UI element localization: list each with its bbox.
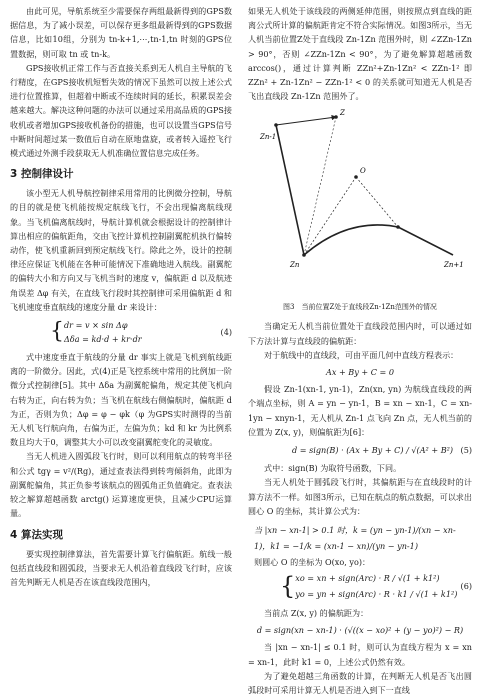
paragraph: GPS接收机正常工作与否直接关系到无人机自主导航的飞行精度，在GPS接收机短暂失效的情况下虽然可以按上述公式进行位置推算，但超着中断或不连续时间的延长，积累误差会越来越大。解决这种问题的办法可以通过采用高品质的GPS接收机或者增加GPS接收机备份的措施，也可以设置当GPS信号中断时间超过某一数值后自动在原地盘旋，或者转入遥控飞行模式通过外测手段获取无人机准确位置信息完成任务。	[10, 62, 232, 159]
waypoint-marker	[302, 254, 306, 258]
equation-number: (4)	[220, 326, 232, 337]
paragraph: 对于航线中的直线段，可由平面几何中直线方程表示：	[264, 349, 459, 360]
right-column	[248, 4, 472, 697]
left-column	[10, 4, 232, 589]
radius-line	[304, 177, 356, 255]
equation-6-slope: 当 |xn − xn-1| > 0.1 时，k = (yn − yn-1)/(xn − xn-1)，k1 = −1/k = (xn-1 − xn)/(yn − yn-1)	[254, 525, 456, 552]
paragraph: 式中速度垂直于航线的分量 dr 事实上就是飞机到航线距离的一阶微分。因此，式(4)正是飞控系统中常用的比例加一阶微分式控制律[5]。其中 Δδa 为副翼舵偏角，规定其使飞机向右转为正，向右转为负；当飞机在航线右侧偏航时，偏航距 d 为正，否则为负；Δφ = φ − φk（φ 为GPS实时测得的当前无人机飞行航向角，右偏为正，左偏为负；kd 和 kr 为比例系数且均大于0，调整其大小可以改变副翼舵变化的灵敏度。	[10, 352, 232, 448]
label-zn+1: Zn+1	[444, 261, 464, 270]
equation-7: d = sign(xn − xn-1) · (√((x − xo)² + (y − yo)²) − R)	[256, 625, 464, 636]
center-marker	[354, 176, 358, 180]
paragraph: 当无人机进入圆弧段飞行时，则可以利用航点的转弯半径和公式 tgγ = v²/(Rg)，通过查表法得到转弯倾斜角，此即为副翼舵偏角，其正负参考该航点的圆弧角正负值确定。查表法较之解算超越函数 arctg() 运算速度更快，且减少CPU运算量。	[10, 451, 232, 519]
paragraph: 如果无人机处于该线段的两侧延伸范围，则按照点到直线的距离公式所计算的偏航距肯定不符合实际情况。如图3所示，当无人机当前位置Z处于直线段 Zn-1Zn 范围外时，则 ∠ZZn-1Zn > 90°，否则 ∠ZZn-1Zn < 90°，为了避免解算超越函数 arccos()，通过计算判断 ZZn²+Zn-1Zn² < ZZn-1² 即 ZZn² + Zn-1Zn² − ZZn-1² < 0 的关系就可知道无人机是否飞出直线段 Zn-1Zn 范围外了。	[248, 6, 472, 102]
equation-number: (6)	[460, 581, 472, 592]
equation-4-line1: dr = v × sin Δφ	[64, 320, 128, 331]
equation-6-yo: yo = yn + sign(Arc) · R · k1 / √(1 + k1²)	[295, 589, 458, 600]
label-zn-1: Zn-1	[260, 133, 277, 142]
paragraph: 为了避免超越三角函数的计算，在判断无人机是否飞出圆弧段时可采用计算无人机是否进入到下一直线	[248, 670, 472, 696]
paragraph: 当前点 Z(x, y) 的偏航距为：	[264, 608, 369, 619]
paragraph: 该小型无人机导航控制律采用常用的比例微分控制，导航的目的就是使飞机能按规定航线飞行，不会出现偏离航线现象。当飞机偏离航线时，导航计算机就会根据设计的控制律计算出相应的偏航距角，交由飞控计算机控制副翼舵机执行偏转动作，使飞机重新回到预定航线飞行。除此之外，设计的控制律还应保证飞机能在各种可能情况下准确地进入航线。副翼舵的偏转大小和方向又与飞机当时的速度 v，偏航距 d 以及航迹角误差 Δφ 有关，在直线飞行段时其控制律可采用偏航距 d 和飞机速度垂直航线的速度分量 dr 来设计：	[10, 188, 232, 312]
radius-line	[356, 177, 398, 227]
paragraph: 要实现控制律算法，首先需要计算飞行偏航距。航线一般包括直线段和圆弧段，当要求无人机沿着直线段飞行时，应该首先判断无人机是否在该直线段范围内，	[10, 548, 232, 587]
equation-6-xo: xo = xn + sign(Arc) · R / √(1 + k1²)	[295, 573, 440, 584]
route-segment-line	[276, 125, 304, 255]
paragraph: 当无人机处于圆弧段飞行时，其偏航距与在直线段时的计算方法不一样。如图3所示，已知在航点的航点数据，可以求出圆心 O 的坐标，其计算公式为：	[248, 477, 472, 516]
paragraph: 假设 Zn-1(xn-1, yn-1)，Zn(xn, yn) 为航线直线段的两个端点坐标，则 A = yn − yn-1，B = xn − xn-1，C = xn-1yn − xnyn-1，无人机从 Zn-1 点飞向 Zn 点，无人机当前的位置为 Z(x, y)，则偏航距为[6]：	[248, 384, 472, 437]
equation-6: 当 |xn − xn-1| > 0.1 时，k = (yn − yn-1)/(xn − xn-1)，k1 = −1/k = (xn-1 − xn)/(yn − yn-1) 则圆心 O 的坐标为 O(xo, yo)： { xo = xn + sign(Arc) · R / √(1 + k1²) yo = yn + sign(Arc) · R · k1 / √(1 + k1²) (6)	[254, 522, 472, 602]
equation-5-body: d = sign(B) · (Ax + By + C) / √(A² + B²)	[292, 445, 454, 456]
equation-5	[248, 443, 472, 457]
label-o: O	[360, 167, 366, 176]
distance-line	[304, 117, 336, 255]
paragraph: 当 |xn − xn-1| ≤ 0.1 时，则可认为直线方程为 x = xn = xn-1，此时 k1 = 0，上述公式仍然有效。	[248, 642, 472, 667]
waypoint-marker	[274, 124, 278, 128]
figure-caption: 图3 当前位置Z处于直线段Zn-1Zn范围外的情况	[283, 303, 437, 312]
route-arc	[304, 225, 398, 255]
label-zn: Zn	[290, 261, 300, 270]
equation-6-intro: 则圆心 O 的坐标为 O(xo, yo)：	[254, 557, 371, 568]
vector-arrow	[276, 117, 336, 125]
figure-3	[248, 105, 472, 301]
equation-4: { dr = v × sin Δφ Δδa = kd·d + kr·dr (4)	[50, 319, 232, 345]
figure-3-diagram	[248, 105, 472, 301]
section-heading-3: 3 控制律设计	[10, 168, 74, 181]
label-z: Z	[340, 109, 345, 118]
paragraph: 当确定无人机当前位置处于直线段范围内时，可以通过如下方法计算与直线段的偏航距：	[248, 321, 472, 346]
waypoint-marker	[396, 226, 400, 230]
equation-number: (5)	[460, 445, 472, 456]
aircraft-position-marker	[334, 116, 338, 120]
equation-4-line2: Δδa = kd·d + kr·dr	[64, 334, 142, 345]
paragraph: 式中：sign(B) 为取符号函数，下同。	[264, 463, 402, 474]
paragraph: 由此可见，导航系统至少需要保存两组最新得到的GPS数据信息，为了减小误差，可以保存更多组最新得到的GPS数据信息，比如10组，分别为 tn-k+1,⋯,tn-1,tn 时刻的GPS位置数据，则可取 tn 或 tn-k。	[10, 6, 232, 59]
route-next-segment	[398, 227, 453, 255]
section-heading-4: 4 算法实现	[10, 528, 63, 541]
line-equation: Ax + By + C = 0	[325, 367, 395, 378]
